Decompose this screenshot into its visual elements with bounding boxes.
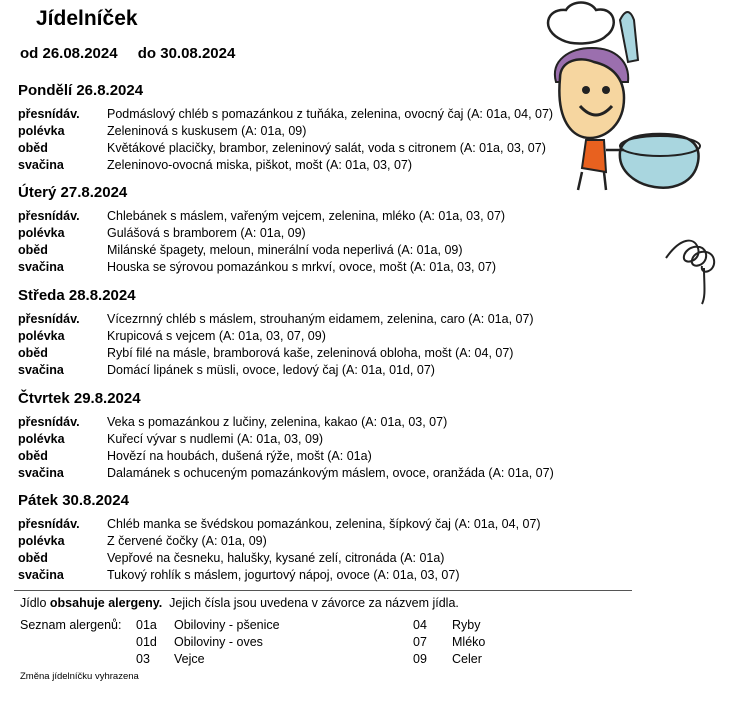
meal-text: Z červené čočky (A: 01a, 09) (107, 534, 267, 548)
meal-text: Houska se sýrovou pomazánkou s mrkví, ovoce, mošt (A: 01a, 03, 07) (107, 260, 497, 274)
meal-text: Dalamánek s ochuceným pomazánkovým máslem, ovoce, oranžáda (A: 01a, 07) (107, 466, 554, 480)
meal-text: Milánské špagety, meloun, minerální voda neperlivá (A: 01a, 09) (107, 243, 463, 257)
right-eye-icon (602, 86, 610, 94)
meal-text: Květákové placičky, brambor, zeleninový salát, voda s citronem (A: 01a, 03, 07) (107, 141, 546, 155)
apron (582, 140, 606, 172)
meal-row (18, 311, 718, 328)
allergen-code: 04 (413, 618, 427, 632)
day-title: Pondělí 26.8.2024 (18, 82, 144, 99)
allergen-name: Mléko (452, 635, 486, 649)
meal-text: Rybí filé na másle, bramborová kaše, zeleninová obloha, mošt (A: 04, 07) (107, 346, 514, 360)
meal-label: svačina (18, 260, 64, 274)
meal-row (18, 516, 718, 533)
meal-text: Podmáslový chléb s pomazánkou z tuňáka, zelenina, ovocný čaj (A: 01a, 04, 07) (107, 107, 554, 121)
allergen-note-pre: Jídlo (20, 596, 50, 610)
left-eye-icon (582, 86, 590, 94)
allergen-name: Obiloviny - oves (174, 635, 263, 649)
ladle-handle (620, 12, 638, 62)
meal-label: oběd (18, 449, 48, 463)
meal-label: oběd (18, 243, 48, 257)
meal-text: Gulášová s bramborem (A: 01a, 09) (107, 226, 306, 240)
whisk-doodle (660, 228, 730, 308)
meal-row (18, 259, 718, 276)
meal-row (18, 225, 718, 242)
meal-row (18, 431, 718, 448)
date-to: do 30.08.2024 (137, 45, 236, 62)
divider (14, 590, 632, 591)
day-title: Středa 28.8.2024 (18, 287, 136, 304)
meal-label: oběd (18, 346, 48, 360)
day-title: Čtvrtek 29.8.2024 (18, 390, 141, 407)
day-title: Pátek 30.8.2024 (18, 492, 129, 509)
face (559, 59, 624, 138)
meal-label: přesnídáv. (18, 312, 80, 326)
meal-text: Chléb manka se švédskou pomazánkou, zelenina, šípkový čaj (A: 01a, 04, 07) (107, 517, 541, 531)
meal-text: Hovězí na houbách, dušená rýže, mošt (A: 01a) (107, 449, 372, 463)
meal-text: Vícezrnný chléb s máslem, strouhaným eidamem, zelenina, caro (A: 01a, 07) (107, 312, 534, 326)
allergen-name: Ryby (452, 618, 481, 632)
meal-label: svačina (18, 466, 64, 480)
allergen-code: 09 (413, 652, 427, 666)
page-title: Jídelníček (36, 7, 138, 30)
allergen-name: Obiloviny - pšenice (174, 618, 280, 632)
meal-row (18, 328, 718, 345)
date-range (20, 45, 235, 62)
meal-label: oběd (18, 551, 48, 565)
meal-text: Vepřové na česneku, halušky, kysané zelí, citronáda (A: 01a) (107, 551, 445, 565)
allergen-code: 07 (413, 635, 427, 649)
meal-label: přesnídáv. (18, 415, 80, 429)
day-block-friday (18, 492, 718, 584)
meal-label: polévka (18, 124, 65, 138)
meal-label: svačina (18, 158, 64, 172)
chef-illustration (520, 0, 730, 220)
allergen-note (20, 596, 459, 610)
allergen-code: 01d (136, 635, 157, 649)
meal-text: Domácí lipánek s müsli, ovoce, ledový čaj (A: 01a, 01d, 07) (107, 363, 435, 377)
meal-label: oběd (18, 141, 48, 155)
meal-text: Krupicová s vejcem (A: 01a, 03, 07, 09) (107, 329, 326, 343)
day-block-wednesday (18, 287, 718, 379)
meal-label: polévka (18, 534, 65, 548)
meal-text: Chlebánek s máslem, vařeným vejcem, zelenina, mléko (A: 01a, 03, 07) (107, 209, 506, 223)
allergen-note-bold: obsahuje alergeny. (49, 596, 163, 610)
meal-label: polévka (18, 226, 65, 240)
meal-row (18, 465, 718, 482)
date-from: od 26.08.2024 (20, 45, 118, 62)
meal-row (18, 533, 718, 550)
pot (620, 134, 699, 188)
meal-row (18, 345, 718, 362)
allergen-code: 03 (136, 652, 150, 666)
meal-row (18, 414, 718, 431)
meal-label: polévka (18, 329, 65, 343)
allergen-name: Vejce (174, 652, 205, 666)
meal-row (18, 242, 718, 259)
day-title: Úterý 27.8.2024 (18, 184, 128, 201)
allergen-note-post: Jejich čísla jsou uvedena v závorce za názvem jídla. (162, 596, 459, 610)
right-leg (604, 172, 606, 190)
meal-text: Zeleninovo-ovocná miska, piškot, mošt (A: 01a, 03, 07) (107, 158, 413, 172)
allergen-name: Celer (452, 652, 482, 666)
meal-label: svačina (18, 568, 64, 582)
meal-row (18, 550, 718, 567)
meal-text: Veka s pomazánkou z lučiny, zelenina, kakao (A: 01a, 03, 07) (107, 415, 448, 429)
chef-hat (548, 3, 614, 44)
day-block-thursday (18, 390, 718, 482)
meal-row (18, 448, 718, 465)
meal-text: Kuřecí vývar s nudlemi (A: 01a, 03, 09) (107, 432, 324, 446)
meal-text: Tukový rohlík s máslem, jogurtový nápoj, ovoce (A: 01a, 03, 07) (107, 568, 460, 582)
meal-label: svačina (18, 363, 64, 377)
allergen-code: 01a (136, 618, 157, 632)
meal-row (18, 362, 718, 379)
whisk-loops (666, 241, 714, 272)
whisk-tail (702, 268, 705, 304)
meal-row (18, 567, 718, 584)
meal-label: přesnídáv. (18, 209, 80, 223)
meal-label: přesnídáv. (18, 107, 80, 121)
left-leg (578, 172, 582, 190)
meal-label: polévka (18, 432, 65, 446)
meal-text: Zeleninová s kuskusem (A: 01a, 09) (107, 124, 307, 138)
footer-note: Změna jídelníčku vyhrazena (20, 671, 139, 682)
meal-label: přesnídáv. (18, 517, 80, 531)
allergen-list-label: Seznam alergenů: (20, 618, 122, 632)
